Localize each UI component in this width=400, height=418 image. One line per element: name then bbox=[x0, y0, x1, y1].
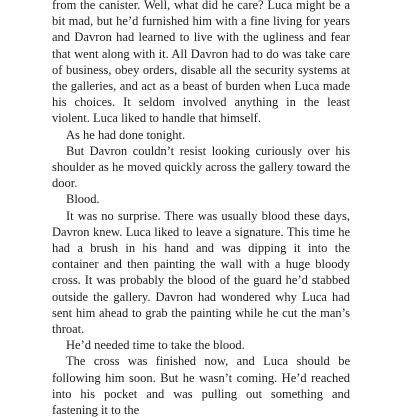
paragraph: As he had done tonight. bbox=[66, 127, 186, 142]
paragraph: He’d needed time to take the blood. bbox=[66, 338, 245, 353]
paragraph: Blood. bbox=[66, 192, 100, 207]
body-text bbox=[52, 0, 350, 418]
paragraph: It was no surprise. There was usually blood these days, Davron knew. Luca liked to leave a signature. This time he had a brush in his hand and was dipping it into the container and then painting the wall with a huge bloody cross. It was probably the blood of the guard he’d stabbed outside the gallery. Davron had wondered why Luca had sent him ahead to grab the painting while he cut the man’s throat. bbox=[52, 208, 350, 337]
paragraph: But Davron couldn’t resist looking curiously over his shoulder as he moved quickly across the gallery toward the door. bbox=[52, 143, 350, 191]
paragraph: The cross was finished now, and Luca should be following him soon. But he wasn’t coming. He’d reached into his pocket and was pulling out something and fastening it to the bbox=[52, 354, 350, 418]
paragraph-continued: from the canister. Well, what did he care? Luca might be a bit mad, but he’d furnished him with a fine living for years and Davron had learned to live with the ugliness and fear that went along with it. All Davron had to do was take care of business, obey orders, disable all the security systems at the galleries, and act as a beast of burden when Luca made his choices. It seldom involved anything in the least violent. Luca liked to handle that himself. bbox=[52, 0, 350, 126]
